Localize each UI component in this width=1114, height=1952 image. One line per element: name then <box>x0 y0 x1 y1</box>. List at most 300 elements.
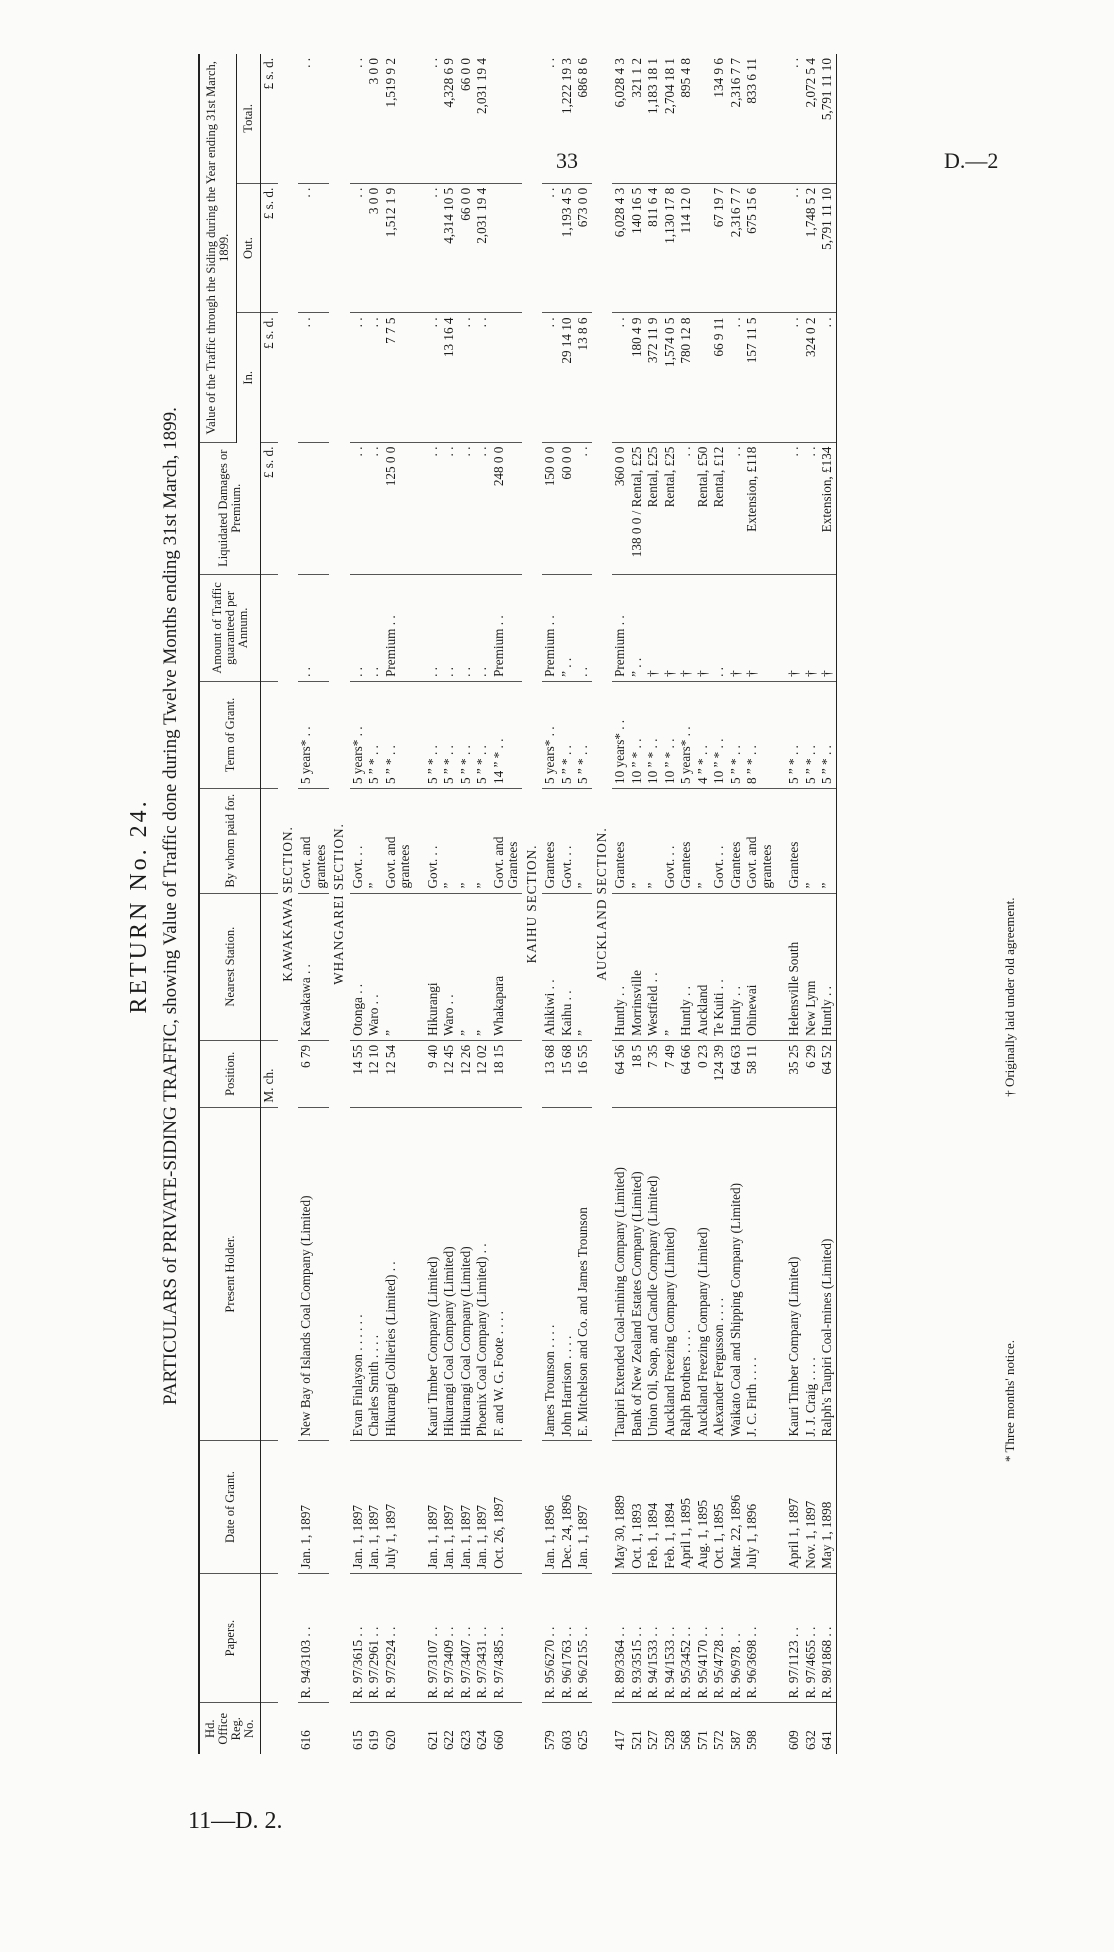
present-holder: John Harrison . . . . <box>559 1107 576 1441</box>
position: 124 39 <box>711 1040 728 1107</box>
value-out: . . <box>425 183 442 313</box>
present-holder: E. Mitchelson and Co. and James Trounson <box>575 1107 592 1441</box>
nearest-station: Whakapara <box>491 893 522 1040</box>
term-of-grant: 5 ” * . . <box>728 681 745 788</box>
term-of-grant: 5 ” * . . <box>803 681 820 788</box>
footnote-agreement: † Originally laid under old agreement. <box>1002 897 1017 1097</box>
table-body <box>261 54 837 1754</box>
paid-by: Govt. and grantees <box>298 788 329 893</box>
reg-no: 571 <box>694 1730 710 1750</box>
spacer-row <box>775 54 786 1754</box>
value-in: . . <box>728 313 745 442</box>
nearest-station: Kaihu . . <box>559 893 576 1040</box>
present-holder: Evan Finlayson . . . . . . <box>350 1107 367 1441</box>
paid-by: ” <box>803 788 820 893</box>
position: 12 45 <box>441 1040 458 1107</box>
damages-or-premium: . . <box>803 442 820 574</box>
value-total: . . <box>542 54 559 183</box>
nearest-station: Waro . . <box>366 893 383 1040</box>
nearest-station: Huntly . . <box>819 893 836 1040</box>
present-holder: Taupiri Extended Coal-mining Company (Limited) <box>612 1107 629 1441</box>
value-in: 780 12 8 <box>678 313 695 442</box>
present-holder: Charles Smith . . . . <box>366 1107 383 1441</box>
table-row <box>298 54 329 1754</box>
nearest-station: Kawakawa . . <box>298 893 329 1040</box>
value-out: 6,028 4 3 <box>612 183 629 313</box>
table-row <box>803 54 820 1754</box>
nearest-station: New Lynn <box>803 893 820 1040</box>
papers: R. 93/3515 . . <box>629 1573 646 1703</box>
reg-no: 598 <box>744 1730 759 1750</box>
position: 15 68 <box>559 1040 576 1107</box>
damages-or-premium: . . <box>575 442 592 574</box>
paid-by: ” <box>575 788 592 893</box>
value-in: 29 14 10 <box>559 313 576 442</box>
date-of-grant: Oct. 26, 1897 <box>491 1441 522 1573</box>
position: 58 11 <box>744 1040 775 1107</box>
value-in: . . <box>474 313 491 442</box>
date-of-grant: Dec. 24, 1896 <box>559 1441 576 1573</box>
footnote-notice: * Three months' notice. <box>1002 1340 1017 1462</box>
papers: R. 96/2155 . . <box>575 1573 592 1703</box>
table-row <box>425 54 442 1754</box>
nearest-station: Hikurangi <box>425 893 442 1040</box>
damages-or-premium: . . <box>425 442 442 574</box>
reg-no: 632 <box>802 1730 818 1750</box>
present-holder: Kauri Timber Company (Limited) <box>425 1107 442 1441</box>
value-in <box>695 313 712 442</box>
term-of-grant: 14 ” * . . <box>491 681 522 788</box>
table-row <box>542 54 559 1754</box>
papers: R. 95/6270 . . <box>542 1573 559 1703</box>
value-in: 157 11 5 <box>744 313 775 442</box>
damages-or-premium: 60 0 0 <box>559 442 576 574</box>
value-total: 5,791 11 10 <box>819 54 836 183</box>
papers: R. 97/4655 . . <box>803 1573 820 1703</box>
table-row <box>662 54 679 1754</box>
value-total: 6,028 4 3 <box>612 54 629 183</box>
value-in: . . <box>819 313 836 442</box>
damages-or-premium: . . <box>474 442 491 574</box>
value-total: 2,031 19 4 <box>474 54 491 183</box>
date-of-grant: Nov. 1, 1897 <box>803 1441 820 1573</box>
traffic-guaranteed: ” . . <box>629 574 646 681</box>
table-row <box>678 54 695 1754</box>
nearest-station: Ahikiwi . . <box>542 893 559 1040</box>
papers: R. 95/4728 . . <box>711 1573 728 1703</box>
col-paid-by: By whom paid for. <box>199 788 261 893</box>
present-holder: F. and W. G. Foote . . . . <box>491 1107 522 1441</box>
papers: R. 97/2961 . . <box>366 1573 383 1703</box>
paid-by: Grantees <box>542 788 559 893</box>
table-row <box>474 54 491 1754</box>
position: 6 29 <box>803 1040 820 1107</box>
present-holder: Ralph's Taupiri Coal-mines (Limited) <box>819 1107 836 1441</box>
nearest-station: Helensville South <box>786 893 803 1040</box>
date-of-grant: Jan. 1, 1897 <box>474 1441 491 1573</box>
col-in: In. <box>237 313 261 442</box>
reg-no: 609 <box>786 1730 801 1750</box>
date-of-grant: July 1, 1896 <box>744 1441 775 1573</box>
traffic-guaranteed: . . <box>298 574 329 681</box>
date-of-grant: Mar. 22, 1896 <box>728 1441 745 1573</box>
present-holder: Hikurangi Coal Company (Limited) <box>458 1107 475 1441</box>
col-reg-no: Hd. Office Reg. No. <box>199 1703 261 1754</box>
value-out: 114 12 0 <box>678 183 695 313</box>
nearest-station: Morrinsville <box>629 893 646 1040</box>
value-out: 1,512 1 9 <box>383 183 414 313</box>
nearest-station: Otonga . . <box>350 893 367 1040</box>
footnotes <box>1002 658 1018 1463</box>
traffic-guaranteed: . . <box>441 574 458 681</box>
date-of-grant: May 30, 1889 <box>612 1441 629 1573</box>
col-total: Total. <box>237 54 261 183</box>
reg-no: 641 <box>819 1703 836 1754</box>
present-holder: J. J. Craig . . . . <box>803 1107 820 1441</box>
papers: R. 97/3407 . . <box>458 1573 475 1703</box>
value-total: 686 8 6 <box>575 54 592 183</box>
present-holder: Ralph Brothers . . . . <box>678 1107 695 1441</box>
position: 64 56 <box>612 1040 629 1107</box>
position: 13 68 <box>542 1040 559 1107</box>
damages-or-premium: 125 0 0 <box>383 442 414 574</box>
date-of-grant: Feb. 1, 1894 <box>645 1441 662 1573</box>
value-total: 2,316 7 7 <box>728 54 745 183</box>
papers: R. 89/3364 . . <box>612 1573 629 1703</box>
papers: R. 97/4385 . . <box>491 1573 522 1703</box>
term-of-grant: 10 years* . . <box>612 681 629 788</box>
traffic-guaranteed: Premium . . <box>383 574 414 681</box>
nearest-station: ” <box>575 893 592 1040</box>
paid-by: Govt. . . <box>662 788 679 893</box>
traffic-guaranteed: . . <box>366 574 383 681</box>
term-of-grant: 10 ” * . . <box>711 681 728 788</box>
value-total: 1,222 19 3 <box>559 54 576 183</box>
value-out <box>491 183 522 313</box>
damages-or-premium <box>298 442 329 574</box>
position: 64 66 <box>678 1040 695 1107</box>
position: 18 15 <box>491 1040 522 1107</box>
paid-by: Grantees <box>612 788 629 893</box>
damages-or-premium: . . <box>350 442 367 574</box>
footer-reference: 11—D. 2. <box>188 1808 283 1834</box>
value-total: . . <box>425 54 442 183</box>
reg-no: 579 <box>542 1730 557 1750</box>
value-in: . . <box>612 313 629 442</box>
value-total: 1,183 18 1 <box>645 54 662 183</box>
traffic-guaranteed: Premium . . <box>612 574 629 681</box>
reg-no: 622 <box>441 1730 456 1750</box>
value-out: 1,130 17 8 <box>662 183 679 313</box>
col-date: Date of Grant. <box>199 1441 261 1573</box>
date-of-grant: Oct. 1, 1893 <box>629 1441 646 1573</box>
value-in: 372 11 9 <box>645 313 662 442</box>
term-of-grant: 5 ” * . . <box>819 681 836 788</box>
col-traffic: Amount of Traffic guaranteed per Annum. <box>199 574 261 681</box>
table-row <box>711 54 728 1754</box>
term-of-grant: 5 ” * . . <box>575 681 592 788</box>
present-holder: Bank of New Zealand Estates Company (Limited) <box>629 1107 646 1441</box>
value-total: 4,328 6 9 <box>441 54 458 183</box>
paid-by: Grantees <box>728 788 745 893</box>
section-heading: KAIHU SECTION. <box>523 844 539 964</box>
reg-no: 620 <box>382 1730 398 1750</box>
value-in: . . <box>350 313 367 442</box>
papers: R. 96/1763 . . <box>559 1573 576 1703</box>
value-in <box>491 313 522 442</box>
date-of-grant: Aug. 1, 1895 <box>695 1441 712 1573</box>
paid-by: Govt. and grantees <box>744 788 775 893</box>
value-out: 140 16 5 <box>629 183 646 313</box>
present-holder: Phoenix Coal Company (Limited) . . <box>474 1107 491 1441</box>
damages-or-premium: . . <box>678 442 695 574</box>
reg-no: 521 <box>628 1730 644 1750</box>
value-in: 66 9 11 <box>711 313 728 442</box>
table-row <box>458 54 475 1754</box>
value-total: 1,519 9 2 <box>383 54 414 183</box>
nearest-station: ” <box>662 893 679 1040</box>
traffic-guaranteed: † <box>803 574 820 681</box>
value-total: 134 9 6 <box>711 54 728 183</box>
table-row <box>695 54 712 1754</box>
value-out: . . <box>298 183 329 313</box>
damages-or-premium: Rental, £50 <box>695 442 712 574</box>
value-out: 3 0 0 <box>366 183 383 313</box>
present-holder: J. C. Firth . . . . <box>744 1107 775 1441</box>
position: 12 10 <box>366 1040 383 1107</box>
spacer-row <box>414 54 425 1754</box>
value-in: . . <box>786 313 803 442</box>
traffic-guaranteed: . . <box>575 574 592 681</box>
damages-or-premium: Rental, £25 <box>645 442 662 574</box>
value-total: . . <box>298 54 329 183</box>
position: 6 79 <box>298 1040 329 1107</box>
value-out: 4,314 10 5 <box>441 183 458 313</box>
table-row <box>744 54 775 1754</box>
value-in: 7 7 5 <box>383 313 414 442</box>
reg-no: 616 <box>298 1730 313 1750</box>
reg-no: 568 <box>678 1730 693 1750</box>
term-of-grant: 5 years* . . <box>298 681 329 788</box>
traffic-guaranteed: † <box>678 574 695 681</box>
term-of-grant: 10 ” * . . <box>645 681 662 788</box>
value-total: 833 6 11 <box>744 54 775 183</box>
traffic-guaranteed: Premium . . <box>542 574 559 681</box>
col-position: Position. <box>199 1040 261 1107</box>
siding-traffic-table <box>198 54 837 1754</box>
reg-no: 417 <box>612 1730 627 1750</box>
paid-by: ” <box>441 788 458 893</box>
nearest-station: Ohinewai <box>744 893 775 1040</box>
position: 9 40 <box>425 1040 442 1107</box>
damages-or-premium: . . <box>786 442 803 574</box>
value-total: . . <box>350 54 367 183</box>
value-in: 13 8 6 <box>575 313 592 442</box>
value-in: 1,574 0 5 <box>662 313 679 442</box>
position: 14 55 <box>350 1040 367 1107</box>
date-of-grant: Jan. 1, 1897 <box>441 1441 458 1573</box>
paid-by: ” <box>366 788 383 893</box>
term-of-grant: 5 ” * . . <box>458 681 475 788</box>
present-holder: James Trounson . . . . <box>542 1107 559 1441</box>
value-total: 2,072 5 4 <box>803 54 820 183</box>
traffic-guaranteed: † <box>695 574 712 681</box>
col-out: Out. <box>237 183 261 313</box>
table-row <box>575 54 592 1754</box>
date-of-grant: Jan. 1, 1897 <box>298 1441 329 1573</box>
papers: R. 98/1868 . . <box>819 1573 836 1703</box>
damages-or-premium: 248 0 0 <box>491 442 522 574</box>
col-papers: Papers. <box>199 1573 261 1703</box>
nearest-station: ” <box>474 893 491 1040</box>
position: 64 63 <box>728 1040 745 1107</box>
term-of-grant: 10 ” * . . <box>629 681 646 788</box>
section-heading-row <box>278 54 299 1754</box>
damages-or-premium: 138 0 0 / Rental, £25 <box>629 442 646 574</box>
present-holder: Kauri Timber Company (Limited) <box>786 1107 803 1441</box>
position: 0 23 <box>695 1040 712 1107</box>
paid-by: ” <box>629 788 646 893</box>
term-of-grant: 5 ” * . . <box>383 681 414 788</box>
value-total: . . <box>786 54 803 183</box>
return-subtitle: PARTICULARS of PRIVATE-SIDING TRAFFIC, showing Value of Traffic done during Twelve Months ending 31st March, 1899. <box>160 407 181 1405</box>
papers: R. 97/3431 . . <box>474 1573 491 1703</box>
date-of-grant: Feb. 1, 1894 <box>662 1441 679 1573</box>
table-row <box>819 54 836 1754</box>
value-in: . . <box>542 313 559 442</box>
damages-or-premium: . . <box>366 442 383 574</box>
term-of-grant: 5 ” * . . <box>559 681 576 788</box>
reg-no: 660 <box>490 1730 506 1750</box>
value-out: . . <box>542 183 559 313</box>
present-holder: Auckland Freezing Company (Limited) <box>695 1107 712 1441</box>
date-of-grant: Jan. 1, 1897 <box>458 1441 475 1573</box>
present-holder: Waikato Coal and Shipping Company (Limited) <box>728 1107 745 1441</box>
page-number: 33 <box>556 148 578 173</box>
section-heading: KAWAKAWA SECTION. <box>279 826 295 982</box>
position: 7 35 <box>645 1040 662 1107</box>
value-out: 66 0 0 <box>458 183 475 313</box>
value-in: 180 4 9 <box>629 313 646 442</box>
position: 18 5 <box>629 1040 646 1107</box>
value-total <box>695 54 712 183</box>
col-term: Term of Grant. <box>199 681 261 788</box>
units-row <box>261 54 278 1754</box>
paid-by: Govt. . . <box>711 788 728 893</box>
term-of-grant: 8 ” * . . <box>744 681 775 788</box>
date-of-grant: July 1, 1897 <box>383 1441 414 1573</box>
traffic-guaranteed: . . <box>458 574 475 681</box>
term-of-grant: 5 ” * . . <box>786 681 803 788</box>
term-of-grant: 5 ” * . . <box>474 681 491 788</box>
papers: R. 97/1123 . . <box>786 1573 803 1703</box>
table-row <box>645 54 662 1754</box>
papers: R. 97/3615 . . <box>350 1573 367 1703</box>
value-out <box>695 183 712 313</box>
paid-by: Govt. . . <box>425 788 442 893</box>
value-out: 5,791 11 10 <box>819 183 836 313</box>
term-of-grant: 5 years* . . <box>678 681 695 788</box>
present-holder: Union Oil, Soap, and Candle Company (Limited) <box>645 1107 662 1441</box>
value-out: 1,748 5 2 <box>803 183 820 313</box>
damages-or-premium: Rental, £12 <box>711 442 728 574</box>
value-out: . . <box>786 183 803 313</box>
document-reference: D.—2 <box>944 148 999 173</box>
traffic-guaranteed: † <box>744 574 775 681</box>
table-row <box>728 54 745 1754</box>
nearest-station: Huntly . . <box>728 893 745 1040</box>
traffic-guaranteed: † <box>728 574 745 681</box>
paid-by: ” <box>819 788 836 893</box>
term-of-grant: 5 years* . . <box>542 681 559 788</box>
value-total: 895 4 8 <box>678 54 695 183</box>
papers: R. 95/3452 . . <box>678 1573 695 1703</box>
paid-by: Grantees <box>678 788 695 893</box>
value-out: 67 19 7 <box>711 183 728 313</box>
table-row <box>786 54 803 1754</box>
papers: R. 95/4170 . . <box>695 1573 712 1703</box>
in-unit: £ s. d. <box>261 313 278 442</box>
date-of-grant: Jan. 1, 1897 <box>366 1441 383 1573</box>
traffic-guaranteed: † <box>819 574 836 681</box>
papers: R. 97/3409 . . <box>441 1573 458 1703</box>
value-total: 2,704 18 1 <box>662 54 679 183</box>
traffic-guaranteed: † <box>786 574 803 681</box>
rotated-page-content <box>126 30 1038 1782</box>
paid-by: ” <box>474 788 491 893</box>
damages-or-premium: . . <box>728 442 745 574</box>
reg-no: 572 <box>711 1730 726 1750</box>
traffic-guaranteed: Premium . . <box>491 574 522 681</box>
section-heading: WHANGAREI SECTION. <box>331 823 346 985</box>
value-total: 321 1 2 <box>629 54 646 183</box>
value-total: 3 0 0 <box>366 54 383 183</box>
date-of-grant: Jan. 1, 1897 <box>425 1441 442 1573</box>
paid-by: Govt. . . <box>559 788 576 893</box>
position: 16 55 <box>575 1040 592 1107</box>
damages-or-premium: Rental, £25 <box>662 442 679 574</box>
value-out: 673 0 0 <box>575 183 592 313</box>
damages-or-premium: . . <box>458 442 475 574</box>
reg-no: 527 <box>645 1730 660 1750</box>
present-holder: Hikurangi Collieries (Limited) . . <box>383 1107 414 1441</box>
section-heading: AUCKLAND SECTION. <box>593 827 609 981</box>
reg-no: 624 <box>474 1730 489 1750</box>
term-of-grant: 5 years* . . <box>350 681 367 788</box>
col-station: Nearest Station. <box>199 893 261 1040</box>
value-out: 811 6 4 <box>645 183 662 313</box>
value-in: 13 16 4 <box>441 313 458 442</box>
paid-by: ” <box>458 788 475 893</box>
table-row <box>366 54 383 1754</box>
table-row <box>612 54 629 1754</box>
papers: R. 94/1533 . . <box>645 1573 662 1703</box>
value-total: 66 0 0 <box>458 54 475 183</box>
present-holder: Auckland Freezing Company (Limited) <box>662 1107 679 1441</box>
col-damages: Liquidated Damages or Premium. <box>199 442 261 574</box>
traffic-guaranteed: . . <box>711 574 728 681</box>
nearest-station: Huntly . . <box>678 893 695 1040</box>
paid-by: ” <box>645 788 662 893</box>
term-of-grant: 5 ” * . . <box>441 681 458 788</box>
papers: R. 96/3698 . . <box>744 1573 775 1703</box>
date-of-grant: Jan. 1, 1897 <box>575 1441 592 1573</box>
reg-no: 587 <box>727 1730 743 1750</box>
position: 64 52 <box>819 1040 836 1107</box>
traffic-guaranteed: † <box>662 574 679 681</box>
term-of-grant: 10 ” * . . <box>662 681 679 788</box>
value-in: . . <box>298 313 329 442</box>
